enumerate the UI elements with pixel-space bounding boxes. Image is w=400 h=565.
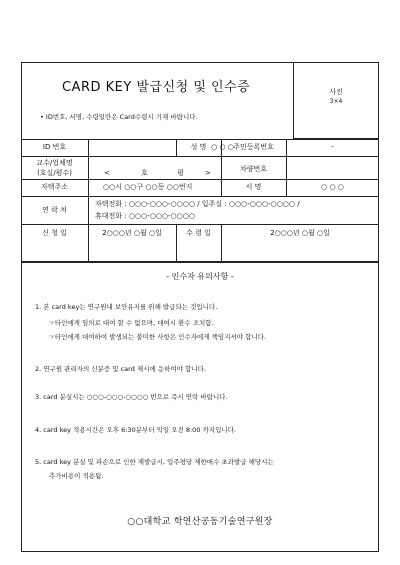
name-value: ○ ○ ○: [211, 143, 234, 151]
rrn-label: 주민등록번호: [233, 143, 274, 151]
application-date-label: 신 청 일: [42, 229, 67, 237]
col-divider: [88, 139, 89, 262]
name-label: 성 명: [190, 143, 207, 151]
photo-box: [293, 62, 379, 139]
issuer-footer: ○○대학교 학연산공동기술연구원장: [127, 517, 273, 527]
note-item: 5. card key 분실 및 파손으로 인한 재발급시, 입주평당 제한매수 초과발급 해당시는: [35, 458, 274, 466]
room-area-close-bracket: >: [205, 169, 211, 177]
row-divider: [21, 224, 379, 225]
header-box: [21, 62, 293, 139]
home-address-value: ○○시 ○○구 ○○동 ○○번지: [103, 183, 193, 191]
receipt-date-value: 2○○○년 ○월 ○일: [270, 229, 330, 237]
professor-company-label: 교수/업체명: [36, 159, 73, 167]
note-item: 2. 연구원 관리자의 신분증 및 card 제시에 응하여야 합니다.: [35, 365, 206, 373]
room-unit: 호: [141, 169, 148, 177]
signature-label: 서 명: [245, 183, 262, 191]
contact-label: 연 락 처: [42, 206, 67, 214]
row-divider: [21, 196, 379, 197]
note-item: 추가비용이 적용됨.: [49, 472, 104, 480]
form-notice: • ID번호, 서명, 수령일란은 Card수령시 기재 바랍니다.: [40, 113, 198, 121]
contact-home-office-phones: 자택전화 : ○○○-○○○-○○○○ / 입주실 : ○○○-○○○-○○○○ /: [95, 200, 300, 208]
notes-heading: - 인수자 유의사항 -: [166, 272, 234, 281]
note-item: 3. card 분실시는 ○○○-○○○-○○○○ 번으로 즉시 연락 바랍니다.: [35, 393, 228, 401]
photo-label: 사진: [329, 88, 343, 96]
room-area-open-bracket: <: [104, 169, 110, 177]
car-number-label: 차량번호: [239, 165, 268, 173]
note-item: 4. card key 적용시간은 오후 6:30분부터 익일 오전 8:00 까지입니다.: [35, 426, 236, 434]
note-item: ☞타인에게 임의로 대여 할 수 없으며, 대여시 환수 조치함.: [49, 319, 214, 327]
note-item: 1. 본 card key는 연구원내 보안유지를 위해 발급되는 것입니다.: [35, 303, 218, 311]
home-address-label: 자택주소: [40, 183, 69, 191]
row-divider: [21, 139, 379, 140]
area-unit: 평: [177, 169, 184, 177]
rrn-value: -: [331, 143, 334, 151]
photo-size: 3×4: [329, 98, 343, 105]
application-date-value: 2○○○년 ○월 ○일: [102, 229, 162, 237]
note-item: ☞타인에게 대여하여 발생되는 불미한 사항은 인수자에게 책임지셔야 합니다.: [49, 333, 267, 341]
form-title: CARD KEY 발급신청 및 인수증: [62, 80, 251, 95]
receipt-date-label: 수 령 일: [186, 229, 211, 237]
contact-mobile-phone: 휴대전화 : ○○○-○○○-○○○○: [95, 212, 195, 220]
id-number-label: ID 번호: [42, 143, 67, 151]
row-divider: [21, 156, 379, 157]
row-divider: [21, 179, 379, 180]
signature-value: ○ ○ ○: [321, 183, 344, 191]
room-area-label: (호실/평수): [37, 169, 72, 177]
